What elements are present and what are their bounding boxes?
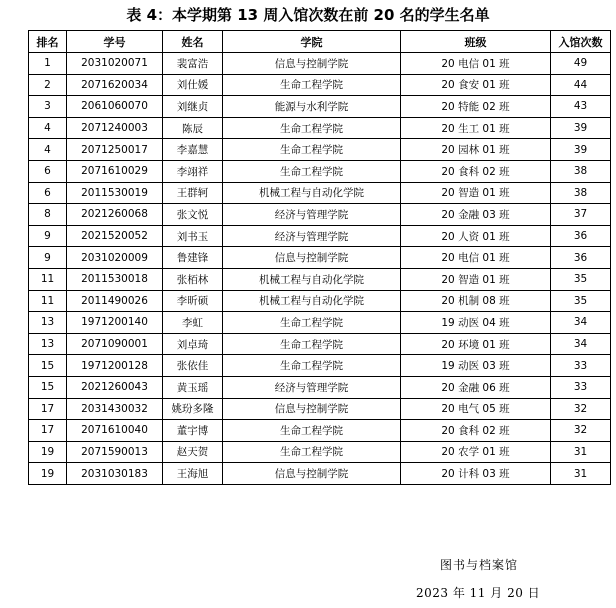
cell-college: 生命工程学院 — [223, 333, 401, 355]
cell-class: 20 农学 01 班 — [401, 441, 551, 463]
cell-visit-count: 36 — [551, 247, 611, 269]
cell-rank: 17 — [29, 398, 67, 420]
cell-student-id: 2011530018 — [67, 268, 163, 290]
cell-rank: 11 — [29, 268, 67, 290]
cell-student-id: 2071590013 — [67, 441, 163, 463]
cell-rank: 6 — [29, 160, 67, 182]
cell-college: 能源与水利学院 — [223, 96, 401, 118]
cell-rank: 13 — [29, 333, 67, 355]
cell-visit-count: 31 — [551, 463, 611, 485]
cell-student-id: 2021520052 — [67, 225, 163, 247]
cell-visit-count: 33 — [551, 355, 611, 377]
cell-visit-count: 39 — [551, 117, 611, 139]
cell-class: 20 金融 03 班 — [401, 204, 551, 226]
cell-name: 刘仕媛 — [163, 74, 223, 96]
cell-rank: 6 — [29, 182, 67, 204]
cell-class: 20 电信 01 班 — [401, 247, 551, 269]
cell-class: 20 特能 02 班 — [401, 96, 551, 118]
cell-name: 董宇博 — [163, 420, 223, 442]
student-visits-table — [28, 30, 611, 485]
table-row — [29, 420, 611, 442]
cell-class: 20 机制 08 班 — [401, 290, 551, 312]
cell-college: 信息与控制学院 — [223, 53, 401, 75]
document-title: 表 4：本学期第 13 周入馆次数在前 20 名的学生名单 — [126, 6, 490, 24]
table-row — [29, 312, 611, 334]
cell-name: 黄玉瑶 — [163, 376, 223, 398]
table-row — [29, 96, 611, 118]
table-row — [29, 333, 611, 355]
cell-rank: 2 — [29, 74, 67, 96]
cell-visit-count: 37 — [551, 204, 611, 226]
cell-student-id: 2031020009 — [67, 247, 163, 269]
cell-class: 20 环境 01 班 — [401, 333, 551, 355]
header-class: 班级 — [401, 31, 551, 53]
cell-class: 20 智造 01 班 — [401, 268, 551, 290]
cell-name: 张依佳 — [163, 355, 223, 377]
cell-name: 张栢林 — [163, 268, 223, 290]
cell-class: 20 园林 01 班 — [401, 139, 551, 161]
cell-student-id: 2071620034 — [67, 74, 163, 96]
cell-college: 经济与管理学院 — [223, 225, 401, 247]
cell-student-id: 2071240003 — [67, 117, 163, 139]
cell-visit-count: 35 — [551, 268, 611, 290]
cell-visit-count: 38 — [551, 182, 611, 204]
cell-college: 生命工程学院 — [223, 74, 401, 96]
cell-rank: 9 — [29, 247, 67, 269]
cell-student-id: 2071610029 — [67, 160, 163, 182]
cell-rank: 9 — [29, 225, 67, 247]
header-name: 姓名 — [163, 31, 223, 53]
table-header-row — [29, 31, 611, 53]
cell-college: 生命工程学院 — [223, 355, 401, 377]
cell-college: 信息与控制学院 — [223, 398, 401, 420]
table-row — [29, 204, 611, 226]
cell-rank: 8 — [29, 204, 67, 226]
cell-rank: 19 — [29, 463, 67, 485]
cell-student-id: 2031020071 — [67, 53, 163, 75]
table-row — [29, 355, 611, 377]
cell-name: 张文悦 — [163, 204, 223, 226]
cell-name: 王群轲 — [163, 182, 223, 204]
table-body — [29, 53, 611, 485]
cell-class: 19 动医 03 班 — [401, 355, 551, 377]
cell-student-id: 2071610040 — [67, 420, 163, 442]
cell-class: 20 食科 02 班 — [401, 160, 551, 182]
table-row — [29, 139, 611, 161]
cell-rank: 1 — [29, 53, 67, 75]
cell-college: 生命工程学院 — [223, 139, 401, 161]
cell-college: 机械工程与自动化学院 — [223, 268, 401, 290]
cell-student-id: 2011530019 — [67, 182, 163, 204]
header-college: 学院 — [223, 31, 401, 53]
cell-student-id: 2021260043 — [67, 376, 163, 398]
cell-visit-count: 38 — [551, 160, 611, 182]
cell-name: 刘卓琦 — [163, 333, 223, 355]
cell-college: 信息与控制学院 — [223, 463, 401, 485]
cell-student-id: 2031430032 — [67, 398, 163, 420]
cell-visit-count: 32 — [551, 420, 611, 442]
cell-class: 20 电信 01 班 — [401, 53, 551, 75]
cell-student-id: 1971200140 — [67, 312, 163, 334]
cell-class: 20 人资 01 班 — [401, 225, 551, 247]
cell-rank: 17 — [29, 420, 67, 442]
cell-student-id: 1971200128 — [67, 355, 163, 377]
cell-visit-count: 36 — [551, 225, 611, 247]
cell-college: 机械工程与自动化学院 — [223, 182, 401, 204]
cell-name: 刘继贞 — [163, 96, 223, 118]
cell-visit-count: 32 — [551, 398, 611, 420]
cell-name: 王海旭 — [163, 463, 223, 485]
cell-student-id: 2011490026 — [67, 290, 163, 312]
issue-date: 2023 年 11 月 20 日 — [416, 586, 541, 600]
cell-college: 经济与管理学院 — [223, 204, 401, 226]
header-visit-count: 入馆次数 — [551, 31, 611, 53]
cell-name: 李昕硕 — [163, 290, 223, 312]
cell-visit-count: 44 — [551, 74, 611, 96]
table-row — [29, 53, 611, 75]
table-row — [29, 160, 611, 182]
cell-rank: 4 — [29, 139, 67, 161]
cell-name: 赵天贺 — [163, 441, 223, 463]
cell-rank: 3 — [29, 96, 67, 118]
cell-name: 鲁建锋 — [163, 247, 223, 269]
cell-student-id: 2071250017 — [67, 139, 163, 161]
cell-college: 信息与控制学院 — [223, 247, 401, 269]
cell-visit-count: 49 — [551, 53, 611, 75]
cell-student-id: 2031030183 — [67, 463, 163, 485]
table-row — [29, 290, 611, 312]
cell-class: 20 食安 01 班 — [401, 74, 551, 96]
cell-rank: 19 — [29, 441, 67, 463]
cell-college: 生命工程学院 — [223, 441, 401, 463]
table-row — [29, 74, 611, 96]
cell-name: 裴富浩 — [163, 53, 223, 75]
table-row — [29, 376, 611, 398]
cell-class: 20 电气 05 班 — [401, 398, 551, 420]
table-row — [29, 117, 611, 139]
cell-college: 机械工程与自动化学院 — [223, 290, 401, 312]
table-row — [29, 225, 611, 247]
cell-rank: 4 — [29, 117, 67, 139]
table-row — [29, 441, 611, 463]
header-student-id: 学号 — [67, 31, 163, 53]
header-rank: 排名 — [29, 31, 67, 53]
table-row — [29, 247, 611, 269]
table-row — [29, 182, 611, 204]
cell-visit-count: 33 — [551, 376, 611, 398]
cell-name: 姚玢多隆 — [163, 398, 223, 420]
cell-rank: 15 — [29, 355, 67, 377]
cell-student-id: 2021260068 — [67, 204, 163, 226]
cell-class: 20 计科 03 班 — [401, 463, 551, 485]
cell-visit-count: 34 — [551, 333, 611, 355]
cell-class: 20 食科 02 班 — [401, 420, 551, 442]
cell-college: 经济与管理学院 — [223, 376, 401, 398]
cell-visit-count: 34 — [551, 312, 611, 334]
cell-class: 20 金融 06 班 — [401, 376, 551, 398]
cell-name: 李翊祥 — [163, 160, 223, 182]
cell-class: 20 生工 01 班 — [401, 117, 551, 139]
cell-name: 李虹 — [163, 312, 223, 334]
cell-rank: 11 — [29, 290, 67, 312]
cell-class: 20 智造 01 班 — [401, 182, 551, 204]
cell-student-id: 2061060070 — [67, 96, 163, 118]
cell-visit-count: 35 — [551, 290, 611, 312]
cell-college: 生命工程学院 — [223, 160, 401, 182]
cell-class: 19 动医 04 班 — [401, 312, 551, 334]
cell-rank: 13 — [29, 312, 67, 334]
cell-college: 生命工程学院 — [223, 312, 401, 334]
cell-visit-count: 31 — [551, 441, 611, 463]
cell-rank: 15 — [29, 376, 67, 398]
cell-visit-count: 43 — [551, 96, 611, 118]
table-row — [29, 463, 611, 485]
cell-name: 陈辰 — [163, 117, 223, 139]
cell-name: 刘书玉 — [163, 225, 223, 247]
cell-name: 李嘉慧 — [163, 139, 223, 161]
table-row — [29, 268, 611, 290]
issuing-organization: 图书与档案馆 — [440, 558, 519, 572]
cell-college: 生命工程学院 — [223, 117, 401, 139]
cell-visit-count: 39 — [551, 139, 611, 161]
cell-student-id: 2071090001 — [67, 333, 163, 355]
table-row — [29, 398, 611, 420]
cell-college: 生命工程学院 — [223, 420, 401, 442]
